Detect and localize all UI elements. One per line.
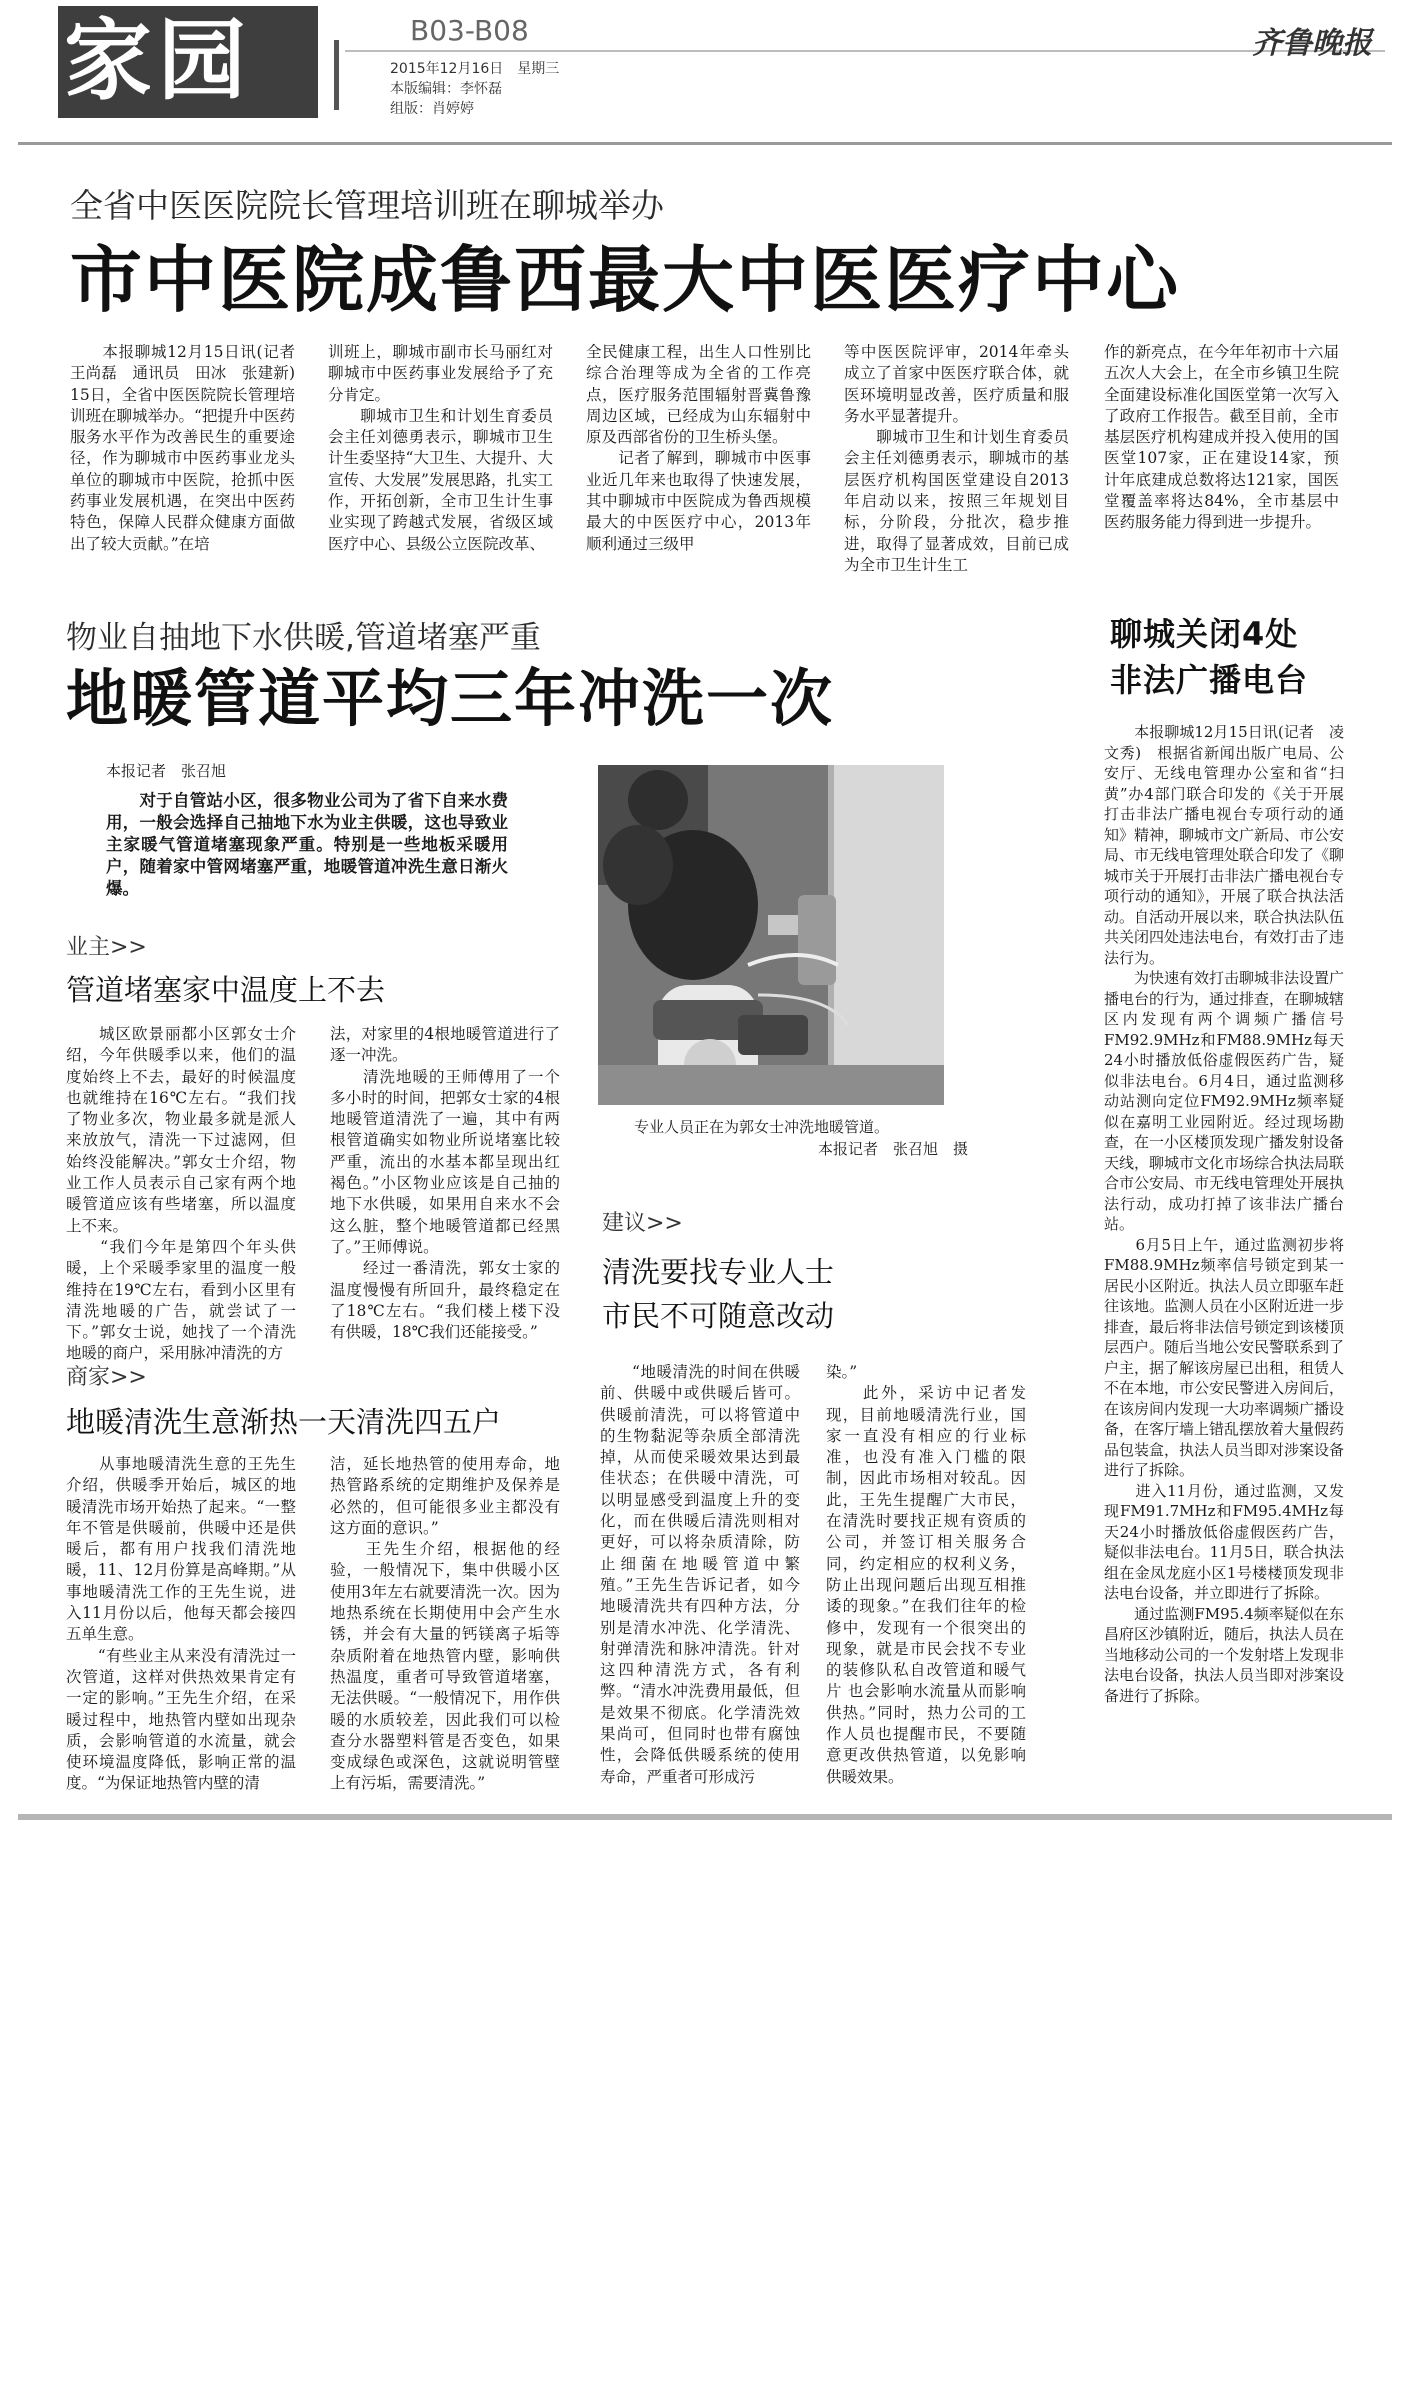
merchant-section-tag: 商家>> (66, 1365, 147, 1390)
story2-headline: 地暖管道平均三年冲洗一次 (66, 662, 835, 735)
story1-kicker: 全省中医医院院长管理培训班在聊城举办 (70, 186, 664, 225)
masthead-bottom-rule (18, 142, 1392, 145)
advice-headline-line1: 清洗要找专业人士 (602, 1255, 835, 1289)
news-photo (598, 765, 944, 1105)
photo-credit: 本报记者 张召旭 摄 (818, 1140, 969, 1158)
section-title-text: 家园 (64, 9, 253, 112)
page-bottom-rule (18, 1814, 1392, 1820)
section-title (58, 6, 318, 118)
merchant-section-column-1: 从事地暖清洗生意的王先生介绍，供暖季开始后，城区的地暖清洗市场开始热了起来。“一整年不管是供暖前，供暖中还是供暖后，都有用户找我们清洗地暖，11、12月份算是高峰期。”从事地暖清洗工作的王先生说，进入11月份以后，他每天都会接四五单生意。 “有些业主从来没有清洗过一次管道，这样对供热效果肯定有一定的影响。”王先生介绍，在采暖过程中，地热管内壁如出现杂质，会影响管道的水流量，就会使环境温度降低，影响正常的温度。“为保证地热管内壁的清 (66, 1455, 296, 1793)
story1-column-4: 等中医医院评审，2014年牵头成立了首家中医医疗联合体，就医环境明显改善，医疗质量和服务水平显著提升。 聊城市卫生和计划生育委员会主任刘德勇表示，聊城市的基层医疗机构国医堂建设自2013年启动以来，按照三年规划目标，分阶段，分批次，稳步推进，取得了显著成效，目前已成为全市卫生计生工 (844, 343, 1069, 574)
owner-section-tag: 业主>> (66, 935, 147, 960)
story1-column-2: 训班上，聊城市副市长马丽红对聊城市中医药事业发展给予了充分肯定。 聊城市卫生和计划生育委员会主任刘德勇表示，聊城市卫生计生委坚持“大卫生、大提升、大宣传、大发展”发展思路，扎实工作，开拓创新，全市卫生计生事业实现了跨越式发展，省级区域医疗中心、县级公立医院改革、 (328, 343, 553, 553)
merchant-section-headline: 地暖清洗生意渐热一天清洗四五户 (66, 1405, 502, 1439)
story1-column-1: 本报聊城12月15日讯(记者 王尚磊 通讯员 田冰 张建新) 15日，全省中医医院院长管理培训班在聊城举办。“把提升中医药服务水平作为改善民生的重要途径，作为聊城市中医药事业龙头单位的聊城市中医院，抢抓中医药事业发展机遇，在突出中医药特色，保障人民群众健康方面做出了较大贡献。”在培 (70, 343, 311, 553)
news-photo-illustration (598, 765, 944, 1105)
issue-date: 2015年12月16日 星期三 (390, 61, 560, 77)
newspaper-logo: 齐鲁晚报 (1252, 26, 1372, 61)
page-range: B03-B08 (410, 14, 529, 47)
merchant-section-column-3: “地暖清洗的时间在供暖前、供暖中或供暖后皆可。供暖前清洗，可以将管道中的生物黏泥等杂质全部清洗掉，从而使采暖效果达到最佳状态；在供暖中清洗，可以明显感受到温度上升的变化，而在供暖后清洗则相对更好，可以将杂质清除，防止细菌在地暖管道中繁殖。”王先生告诉记者，如今地暖清洗共有四种方法，分别是清水冲洗、化学清洗、射弹清洗和脉冲清洗。针对这四种清洗方式，各有利弊。“清水冲洗费用最低，但是效果不彻底。化学清洗效果尚可，但同时也带有腐蚀性，会降低供暖系统的使用寿命，严重者可形成污 (600, 1363, 800, 1786)
story2-byline: 本报记者 张召旭 (106, 762, 227, 780)
story1-headline: 市中医院成鲁西最大中医医疗中心 (70, 238, 1181, 322)
masthead-rule (345, 50, 1385, 52)
page-editor: 本版编辑：李怀磊 (390, 81, 502, 97)
photo-caption: 专业人员正在为郭女士冲洗地暖管道。 (634, 1118, 890, 1136)
owner-section-column-1: 城区欧景丽都小区郭女士介绍，今年供暖季以来，他们的温度始终上不去，最好的时候温度也就维持在16℃左右。“我们找了物业多次，物业最多就是派人来放放气，清洗一下过滤网，但始终没能解决。”郭女士介绍，物业工作人员表示自己家有两个地暖管道应该有些堵塞，所以温度上不来。 “我们今年是第四个年头供暖，上个采暖季家里的温度一般维持在19℃左右，看到小区里有清洗地暖的广告，就尝试了一下。”郭女士说，她找了一个清洗地暖的商户，采用脉冲清洗的方 (66, 1025, 296, 1363)
radio-story-headline-line2: 非法广播电台 (1110, 661, 1309, 699)
owner-section-column-2: 法，对家里的4根地暖管道进行了逐一冲洗。 清洗地暖的王师傅用了一个多小时的时间，把郭女士家的4根地暖管道清洗了一遍，其中有两根管道确实如物业所说堵塞比较严重，流出的水基本都呈现出红褐色。”小区物业应该是自己抽的地下水供暖，如果用自来水不会这么脏，整个地暖管道都已经黑了。”王师傅说。 经过一番清洗，郭女士家的温度慢慢有所回升，最终稳定在了18℃左右。“我们楼上楼下没有供暖，18℃我们还能接受。” (330, 1025, 560, 1342)
merchant-section-column-4: 染。” 此外，采访中记者发现，目前地暖清洗行业，国家一直没有相应的行业标准，也没有准入门槛的限制，因此市场相对较乱。因此，王先生提醒广大市民，在清洗时要找正规有资质的公司，并签订相关服务合同，约定相应的权利义务，防止出现问题后出现互相推诿的现象。”在我们往年的检修中，发现有一个很突出的现象，就是市民会找不专业的装修队私自改管道和暖气片 也会影响水流量从而影响供热。”同时，热力公司的工作人员也提醒市民，不要随意更改供热管道，以免影响供暖效果。 (826, 1363, 1026, 1786)
advice-section-tag: 建议>> (602, 1211, 683, 1236)
merchant-section-column-2: 洁，延长地热管的使用寿命，地热管路系统的定期维护及保养是必然的，但可能很多业主都没有这方面的意识。” 王先生介绍，根据他的经验，一般情况下，集中供暖小区使用3年左右就要清洗一次。因为地热系统在长期使用中会产生水锈，并会有大量的钙镁离子垢等杂质附着在地热管内壁，影响供热温度，重者可导致管道堵塞，无法供暖。“一般情况下，用作供暖的水质较差，因此我们可以检查分水器塑料管是否变色，如果变成绿色或深色，这就说明管壁上有污垢，需要清洗。” (330, 1455, 560, 1793)
masthead-rule-left (334, 40, 339, 110)
page-layout-credit: 组版：肖婷婷 (390, 101, 474, 117)
story2-lead: 对于自管站小区，很多物业公司为了省下自来水费用，一般会选择自己抽地下水为业主供暖，这也导致业主家暖气管道堵塞现象严重。特别是一些地板采暖用户，随着家中管网堵塞严重，地暖管道冲洗生意日渐火爆。 (106, 791, 508, 898)
radio-story-body: 本报聊城12月15日讯(记者 凌文秀) 根据省新闻出版广电局、公安厅、无线电管理办公室和省“扫黄”办4部门联合印发的《关于开展打击非法广播电视台专项行动的通知》精神，聊城市文广新局、市公安局、市无线电管理处联合印发了《聊城市关于开展打击非法广播电视台专项行动的通知》，开展了联合执法活动。自活动开展以来，联合执法队伍共关闭四处违法电台，有效打击了违法行为。 为快速有效打击聊城非法设置广播电台的行为，通过排查，在聊城辖区内发现有两个调频广播信号FM92.9MHz和FM88.9MHz每天24小时播放低俗虚假医药广告，疑似非法电台。6月4日，通过监测移动站测向定位FM92.9MHz频率疑似在嘉明工业园附近。经过现场勘查，在一小区楼顶发现广播发射设备天线，聊城市文化市场综合执法局联合市公安局、市无线电管理处开展执法行动，成功打掉了该非法广播台站。 6月5日上午，通过监测初步将FM88.9MHz频率信号锁定到某一居民小区附近。执法人员立即驱车赶往该地。监测人员在小区附近进一步排查，最后将非法信号锁定到该楼顶层西户。随后当地公安民警联系到了户主，据了解该房屋已出租，租赁人不在本地，市公安民警进入房间后，在该房间内发现一大功率调频广播设备，在客厅墙上错乱摆放着大量假药品包装盒，执法人员当即对涉案设备进行了拆除。 进入11月份，通过监测，又发现FM91.7MHz和FM95.4MHz每天24小时播放低俗虚假医药广告，疑似非法电台。11月5日，联合执法组在金凤龙庭小区1号楼楼顶发现非法电台设备，并立即进行了拆除。 通过监测FM95.4频率疑似在东昌府区沙镇附近，随后，执法人员在当地移动公司的一个发射塔上发现非法电台设备，执法人员当即对涉案设备进行了拆除。 (1104, 723, 1345, 1705)
advice-headline-line2: 市民不可随意改动 (602, 1299, 835, 1333)
story2-kicker: 物业自抽地下水供暖,管道堵塞严重 (66, 620, 541, 656)
story1-column-5: 作的新亮点，在今年年初市十六届五次人大会上，在全市乡镇卫生院全面建设标准化国医堂第一次写入了政府工作报告。截至目前，全市基层医疗机构建成并投入使用的国医堂107家，正在建设14家，预计年底建成总数将达121家，国医堂覆盖率将达84%，全市基层中医药服务能力得到进一步提升。 (1104, 343, 1339, 532)
story1-column-3: 全民健康工程，出生人口性别比综合治理等成为全省的工作亮点，医疗服务范围辐射晋冀鲁豫周边区域，已经成为山东辐射中原及西部省份的卫生桥头堡。 记者了解到，聊城市中医事业近几年来也取得了快速发展，其中聊城市中医院成为鲁西规模最大的中医医疗中心，2013年顺利通过三级甲 (586, 343, 811, 553)
radio-story-headline-line1: 聊城关闭4处 (1110, 615, 1299, 653)
owner-section-headline: 管道堵塞家中温度上不去 (66, 973, 386, 1007)
